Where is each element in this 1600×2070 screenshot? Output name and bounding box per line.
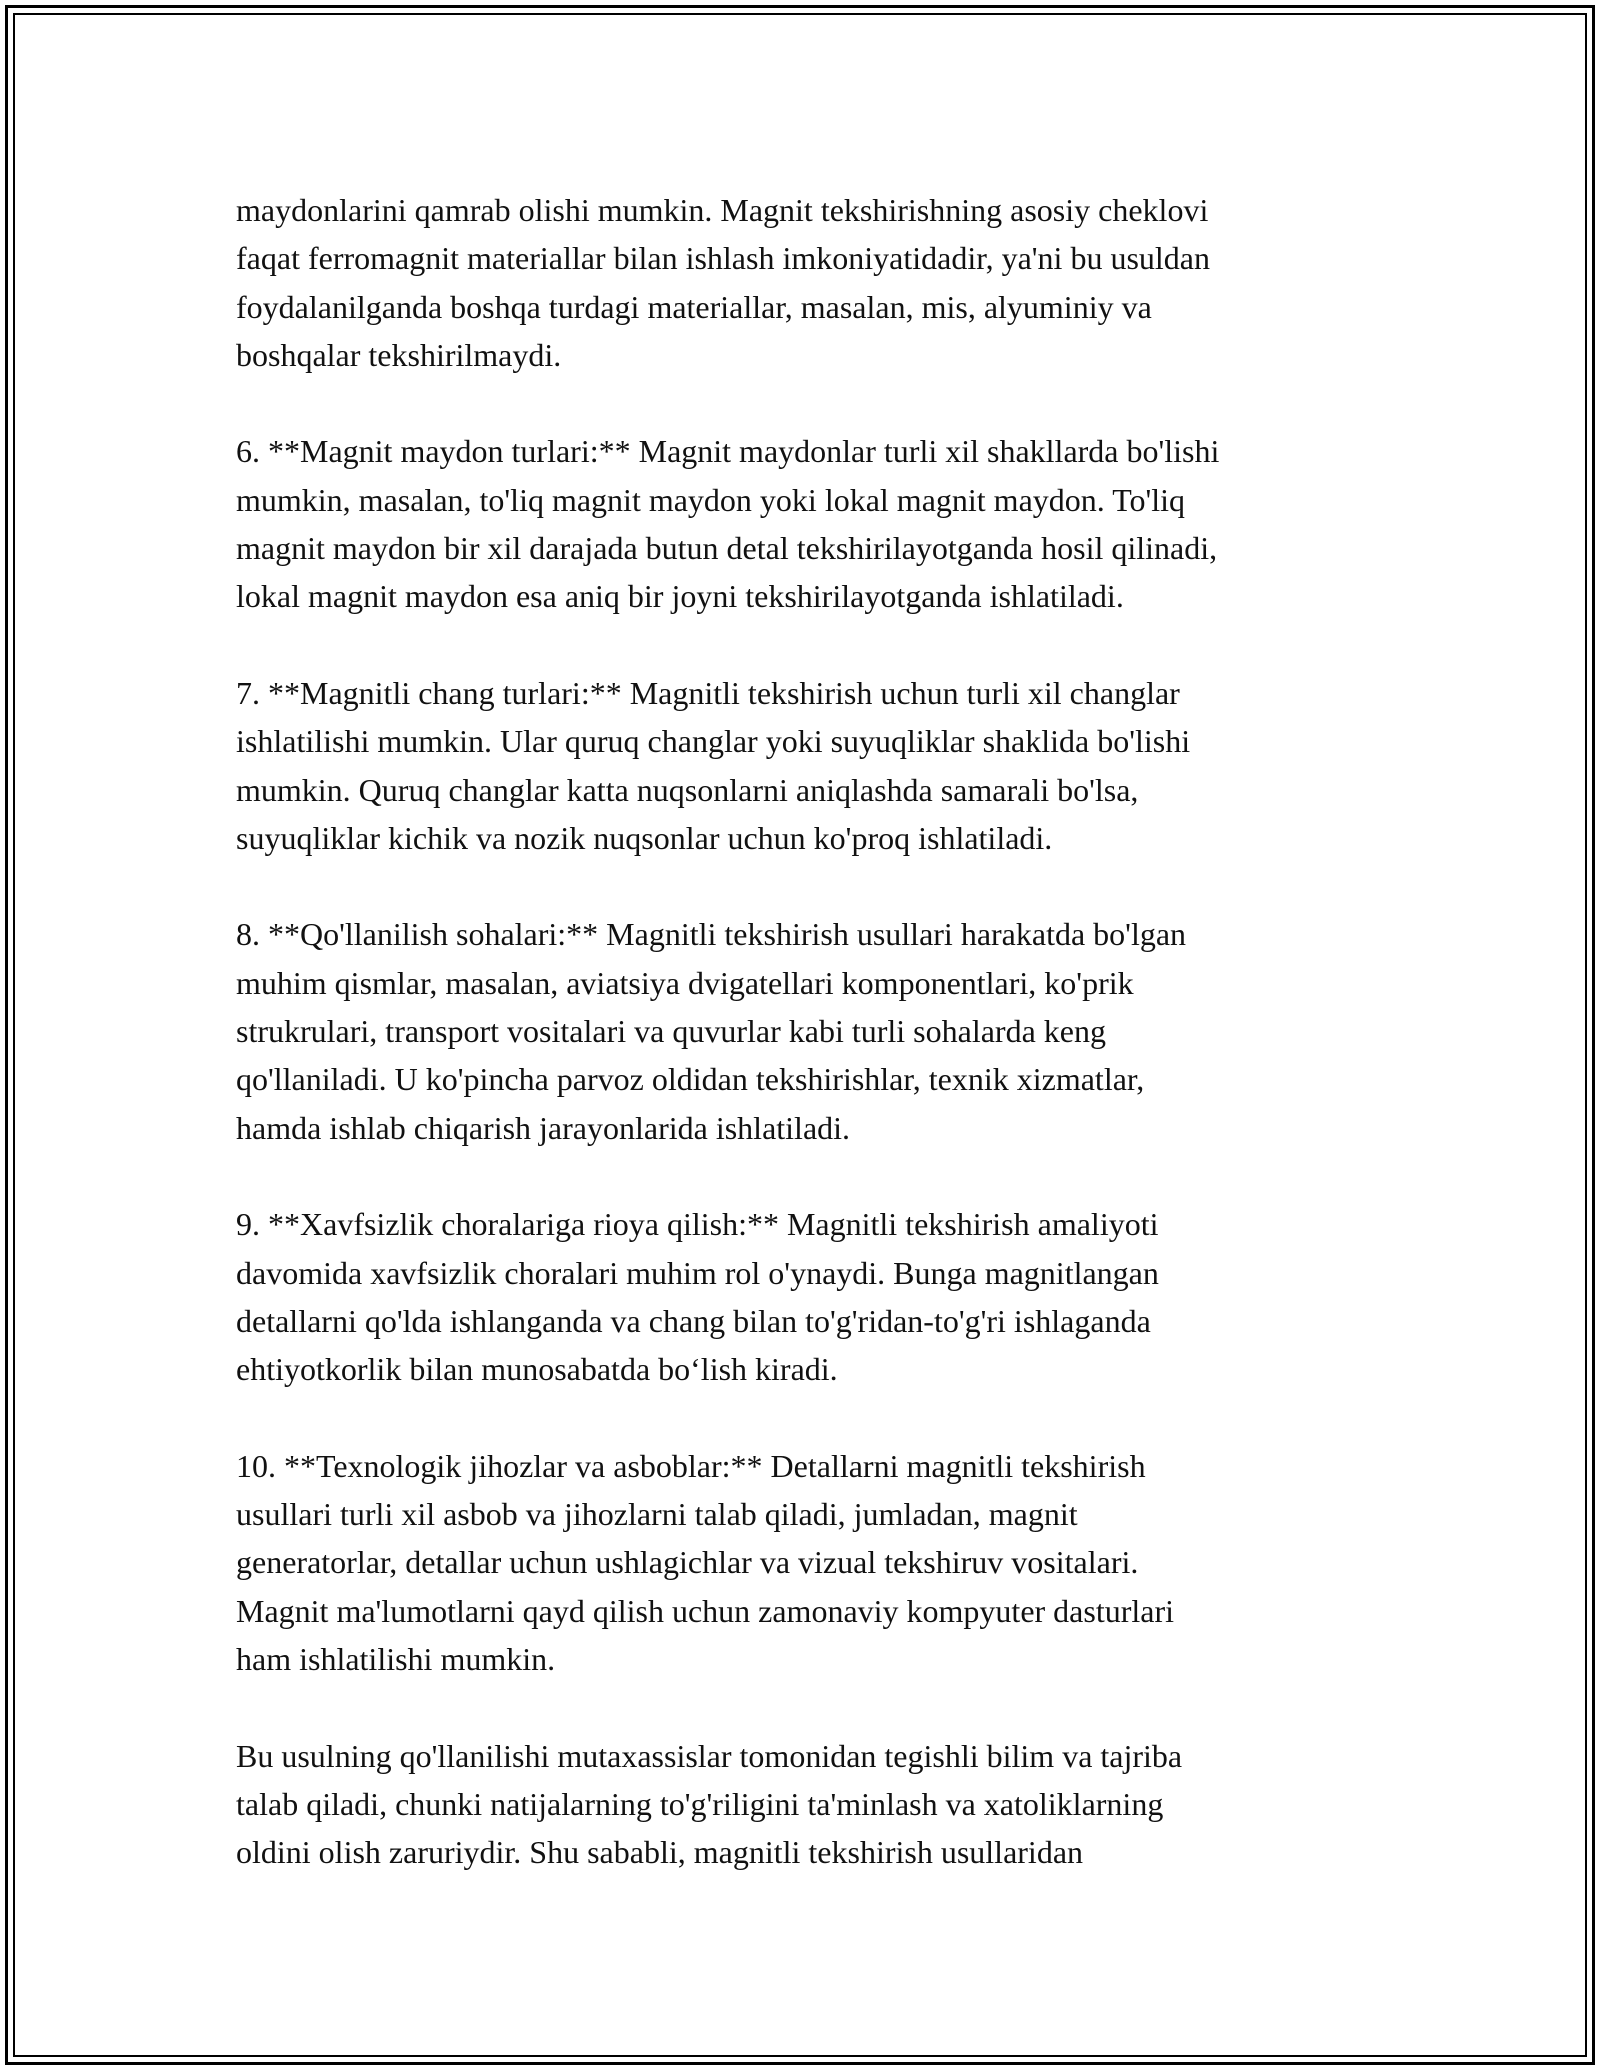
text-line: strukrulari, transport vositalari va quvurlar kabi turli sohalarda keng xyxy=(236,1013,1106,1050)
text-line: Magnit ma'lumotlarni qayd qilish uchun zamonaviy kompyuter dasturlari xyxy=(236,1592,1175,1629)
paragraph-conclusion xyxy=(236,1732,1416,1877)
document-body xyxy=(236,186,1416,1876)
text-line: 6. **Magnit maydon turlari:** Magnit maydonlar turli xil shakllarda bo'lishi xyxy=(236,433,1220,470)
text-line: usullari turli xil asbob va jihozlarni talab qiladi, jumladan, magnit xyxy=(236,1496,1078,1533)
text-line: generatorlar, detallar uchun ushlagichlar va vizual tekshiruv vositalari. xyxy=(236,1544,1139,1581)
text-line: qo'llaniladi. U ko'pincha parvoz oldidan tekshirishlar, texnik xizmatlar, xyxy=(236,1061,1145,1098)
text-line: talab qiladi, chunki natijalarning to'g'riligini ta'minlash va xatoliklarning xyxy=(236,1785,1164,1822)
text-line: maydonlarini qamrab olishi mumkin. Magnit tekshirishning asosiy cheklovi xyxy=(236,192,1209,228)
paragraph-item-9 xyxy=(236,1200,1416,1393)
text-line: 10. **Texnologik jihozlar va asboblar:** Detallarni magnitli tekshirish xyxy=(236,1447,1146,1484)
text-line: suyuqliklar kichik va nozik nuqsonlar uchun ko'proq ishlatiladi. xyxy=(236,819,1053,856)
text-line: 9. **Xavfsizlik choralariga rioya qilish:** Magnitli tekshirish amaliyoti xyxy=(236,1206,1159,1243)
paragraph-item-7 xyxy=(236,669,1416,862)
text-line: foydalanilganda boshqa turdagi materiallar, masalan, mis, alyuminiy va xyxy=(236,288,1152,325)
text-line: 8. **Qo'llanilish sohalari:** Magnitli tekshirish usullari harakatda bo'lgan xyxy=(236,916,1187,953)
paragraph-continuation xyxy=(236,186,1416,379)
text-line: ehtiyotkorlik bilan munosabatda bo‘lish kiradi. xyxy=(236,1351,838,1388)
text-line: mumkin, masalan, to'liq magnit maydon yoki lokal magnit maydon. To'liq xyxy=(236,481,1186,518)
text-line: lokal magnit maydon esa aniq bir joyni tekshirilayotganda ishlatiladi. xyxy=(236,578,1124,615)
text-line: Bu usulning qo'llanilishi mutaxassislar tomonidan tegishli bilim va tajriba xyxy=(236,1737,1183,1774)
paragraph-item-6 xyxy=(236,427,1416,620)
paragraph-item-10 xyxy=(236,1442,1416,1683)
text-line: faqat ferromagnit materiallar bilan ishlash imkoniyatidadir, ya'ni bu usuldan xyxy=(236,240,1210,277)
text-line: davomida xavfsizlik choralari muhim rol o'ynaydi. Bunga magnitlangan xyxy=(236,1254,1159,1291)
text-line: ham ishlatilishi mumkin. xyxy=(236,1640,556,1677)
text-line: hamda ishlab chiqarish jarayonlarida ishlatiladi. xyxy=(236,1109,851,1146)
text-line: ishlatilishi mumkin. Ular quruq changlar yoki suyuqliklar shaklida bo'lishi xyxy=(236,723,1191,760)
paragraph-item-8 xyxy=(236,910,1416,1151)
text-line: muhim qismlar, masalan, aviatsiya dvigatellari komponentlari, ko'prik xyxy=(236,964,1134,1001)
text-line: detallarni qo'lda ishlanganda va chang bilan to'g'ridan-to'g'ri ishlaganda xyxy=(236,1302,1151,1339)
text-line: magnit maydon bir xil darajada butun detal tekshirilayotganda hosil qilinadi, xyxy=(236,530,1218,567)
text-line: 7. **Magnitli chang turlari:** Magnitli tekshirish uchun turli xil changlar xyxy=(236,674,1180,711)
text-line: mumkin. Quruq changlar katta nuqsonlarni aniqlashda samarali bo'lsa, xyxy=(236,771,1139,808)
text-line: oldini olish zaruriydir. Shu sababli, magnitli tekshirish usullaridan xyxy=(236,1834,1084,1871)
text-line: boshqalar tekshirilmaydi. xyxy=(236,336,562,373)
